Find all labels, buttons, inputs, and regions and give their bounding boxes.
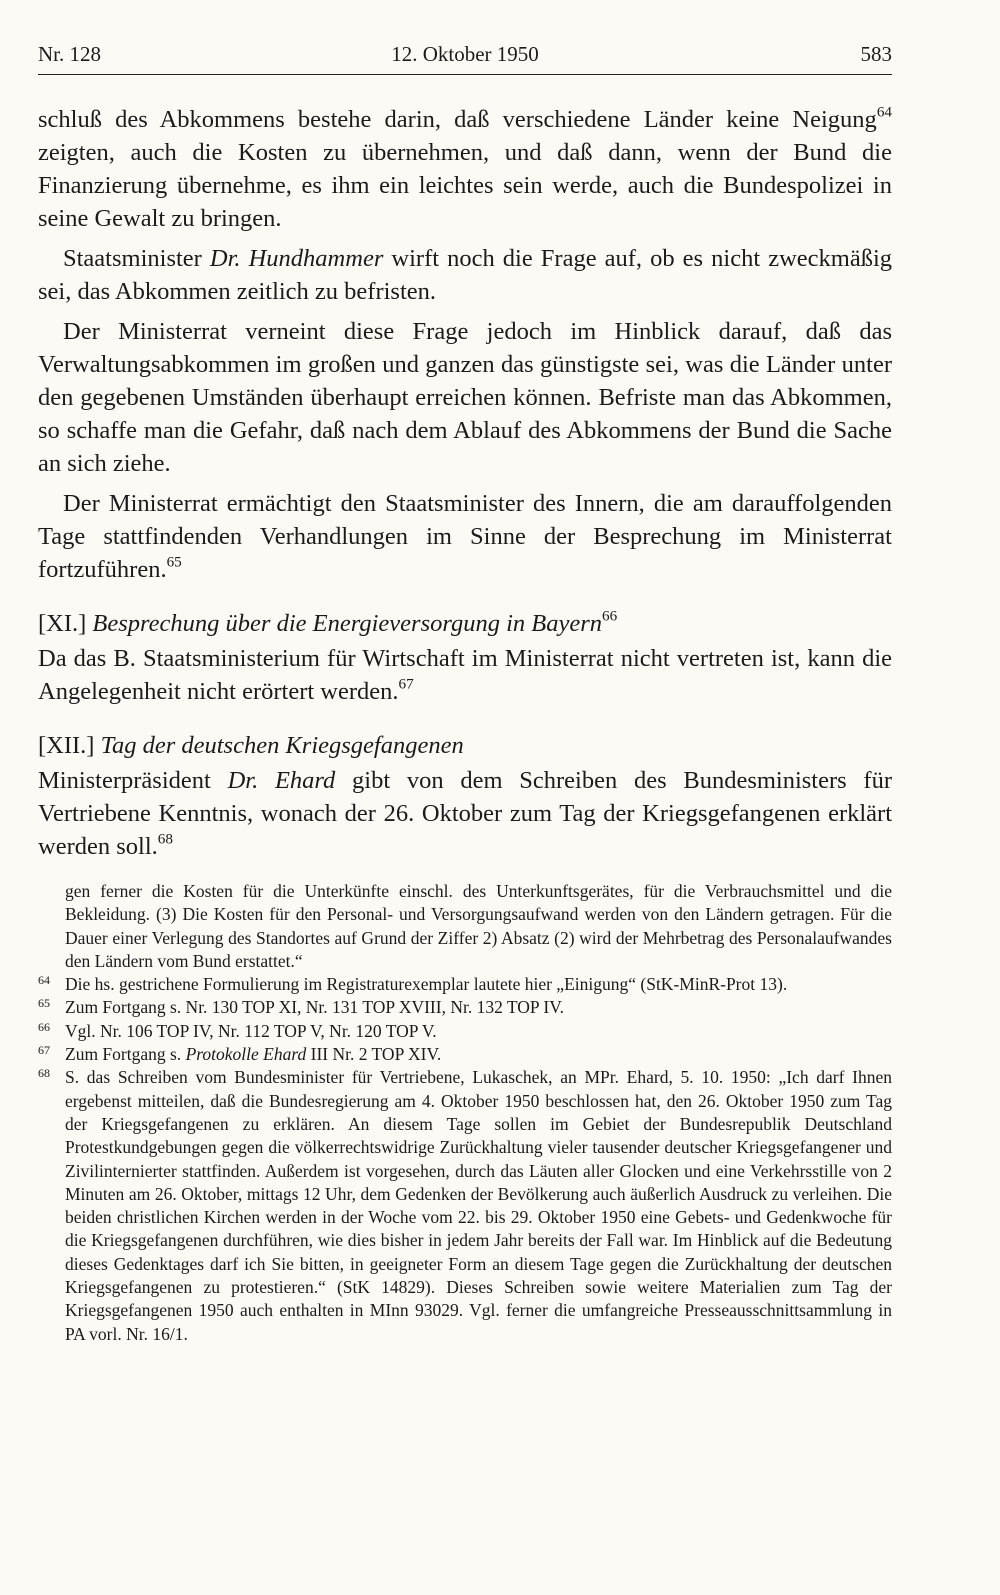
section-heading: [XII.] Tag der deutschen Kriegsgefangenen: [38, 732, 464, 759]
footnote-ref[interactable]: 66: [602, 607, 618, 625]
footnote-68: 68 S. das Schreiben vom Bundesminister für Vertriebene, Lukaschek, an MPr. Ehard, 5. 10. 1950: „Ich darf Ihnen ergebenst mitteilen, daß die Bundesregierung am 4. Oktober 1950 beschlossen hat, den 26. Oktober 1950 zum Tag der Kriegsgefangenen zu erklären. An diesem Tage sollen im Gebiet der Bundesrepublik Deutschland Protestkundgebungen gegen die völkerrechtswidrige Zurückhaltung vieler tausender deutscher Kriegsgefangener und Zivilinternierter stattfinden. Außerdem ist vorgesehen, durch das Läuten aller Glocken und eine Verkehrsstille von 2 Minuten am 26. Oktober, mittags 12 Uhr, dem Gedenken der Bevölkerung auch äußerlich Ausdruck zu verleihen. Die beiden christlichen Kirchen werden in der Woche vom 22. bis 29. Oktober 1950 eine Gebets- und Gedenkwoche für die Kriegsgefangenen durchführen, wie dies bisher in jedem Jahr bereits der Fall war. Im Hinblick auf die Bedeutung dieses Gedenktages darf ich Sie bitten, in geeigneter Form an diesem Tage gegen die Zurückhaltung der deutschen Kriegsgefangenen zu protestieren.“ (StK 14829). Dieses Schreiben sowie weitere Materialien zum Tag der Kriegsgefangenen 1950 auch enthalten in MInn 93029. Vgl. ferner die umfangreiche Presseausschnittsammlung in PA vorl. Nr. 16/1.: [38, 1066, 892, 1344]
footnote-ref[interactable]: 67: [398, 675, 414, 693]
paragraph: Der Ministerrat ermächtigt den Staatsminister des Innern, die am darauffolgenden Tage stattfindenden Verhandlungen im Sinne der Besprechung im Ministerrat fortzuführen.$^{65}$: [38, 490, 892, 583]
paragraph: Ministerpräsident Dr. Ehard gibt von dem Schreiben des Bundesministers für Vertriebene Kenntnis, wonach der 26. Oktober zum Tag der Kriegsgefangenen erklärt werden soll.$^{68}$: [38, 767, 892, 860]
document-number: Nr. 128: [38, 42, 101, 66]
footnote-ref[interactable]: 65: [166, 553, 182, 571]
footnote-64: 64 Die hs. gestrichene Formulierung im Registraturexemplar lautete hier „Einigung“ (StK-MinR-Prot 13).: [38, 973, 788, 995]
paragraph: schluß des Abkommens bestehe darin, daß verschiedene Länder keine Neigung$^{64}$ zeigten, auch die Kosten zu übernehmen, und daß dann, wenn der Bund die Finanzierung übernehme, es ihm ein leichtes sein werde, auch die Bundespolizei in seine Gewalt zu bringen.: [38, 103, 892, 232]
header-date: 12. Oktober 1950: [391, 42, 539, 66]
running-header: [38, 36, 892, 75]
footnote-continuation: gen ferner die Kosten für die Unterkünfte einschl. des Unterkunftsgerätes, für die Verbrauchsmittel und die Bekleidung. (3) Die Kosten für den Personal- und Versorgungsaufwand werden von den Ländern getragen. Für die Dauer einer Verlegung des Standortes auf Grund der Ziffer 2) Absatz (2) wird der Mehrbetrag des Personalaufwandes den Ländern vom Bund erstattet.“: [65, 881, 892, 971]
footnote-66: 66 Vgl. Nr. 106 TOP IV, Nr. 112 TOP V, Nr. 120 TOP V.: [38, 1019, 437, 1041]
page-number: 583: [860, 42, 892, 66]
footnote-67: 67 Zum Fortgang s. Protokolle Ehard III Nr. 2 TOP XIV.: [38, 1043, 442, 1065]
footnote-65: 65 Zum Fortgang s. Nr. 130 TOP XI, Nr. 131 TOP XVIII, Nr. 132 TOP IV.: [38, 996, 564, 1018]
footnote-ref[interactable]: 68: [157, 830, 173, 848]
paragraph: Staatsminister Dr. Hundhammer wirft noch die Frage auf, ob es nicht zweckmäßig sei, das Abkommen zeitlich zu befristen.: [38, 245, 893, 305]
footnote-ref[interactable]: 64: [876, 103, 892, 121]
person-name: Hundhammer: [248, 245, 384, 272]
person-name: Ehard: [274, 767, 336, 794]
paragraph: Der Ministerrat verneint diese Frage jedoch im Hinblick darauf, daß das Verwaltungsabkommen im großen und ganzen das günstigste sei, was die Länder unter den gegebenen Umständen überhaupt erreichen können. Befriste man das Abkommen, so schaffe man die Gefahr, daß nach dem Ablauf des Abkommens der Bund die Sache an sich ziehe.: [38, 318, 892, 477]
paragraph: Da das B. Staatsministerium für Wirtschaft im Ministerrat nicht vertreten ist, kann die Angelegenheit nicht erörtert werden.$^{67}$: [38, 645, 892, 705]
section-heading: [XI.] Besprechung über die Energieversorgung in Bayern$^{66}$: [38, 607, 618, 637]
footnotes: [38, 880, 892, 1346]
main-text: [38, 103, 892, 863]
